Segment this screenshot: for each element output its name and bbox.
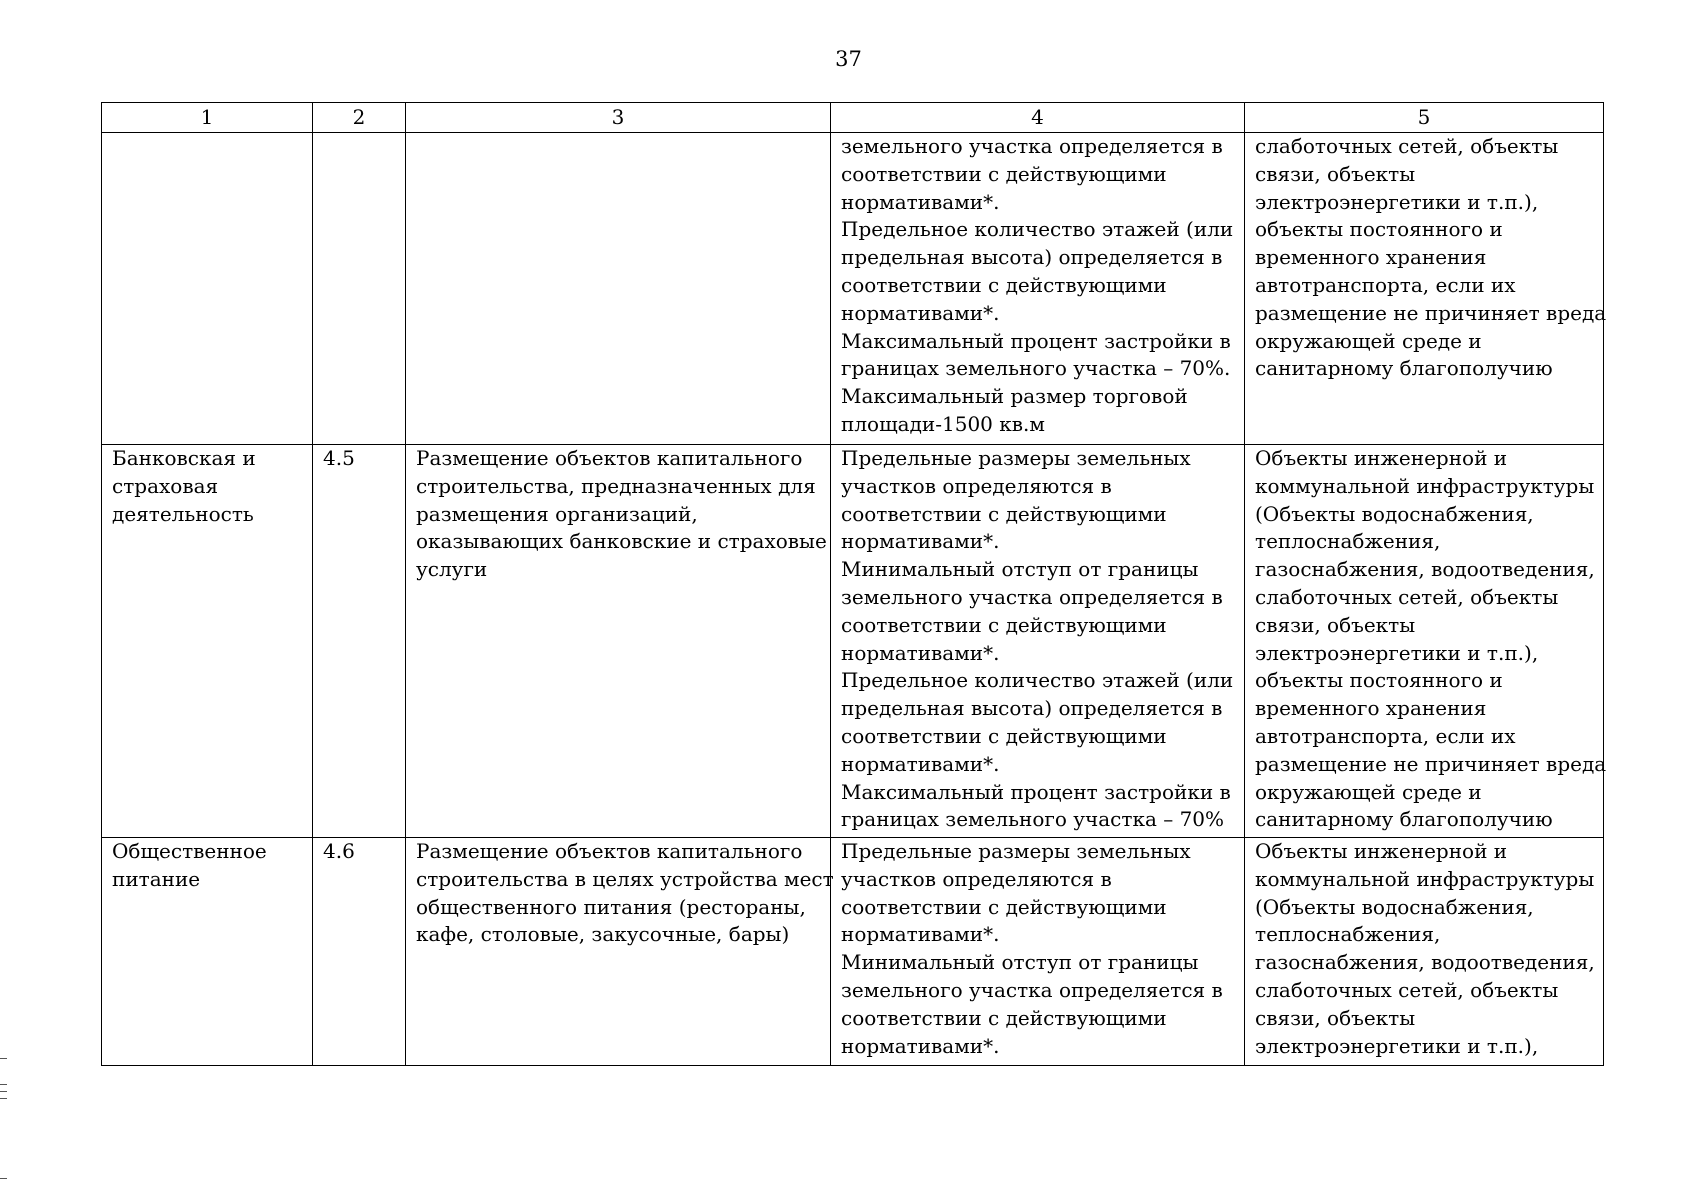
- parameters-line: Максимальный процент застройки в: [841, 779, 1231, 804]
- auxiliary-line: электроэнергетики и т.п.),: [1255, 1033, 1539, 1058]
- auxiliary-line: связи, объекты: [1255, 161, 1416, 186]
- parameters-line: нормативами*.: [841, 922, 1000, 947]
- use-type-description-cell: [406, 133, 831, 445]
- auxiliary-line: объекты постоянного и: [1255, 217, 1503, 242]
- description-line: кафе, столовые, закусочные, бары): [416, 922, 790, 947]
- use-type-code-cell: [313, 133, 406, 445]
- description-line: строительства в целях устройства мест: [416, 866, 834, 891]
- use-type-name-cell: [102, 838, 313, 1066]
- parameters-line: соответствии с действующими: [841, 1005, 1167, 1030]
- use-type-name-line: Общественное: [112, 839, 267, 863]
- use-type-description-cell: [406, 838, 834, 1066]
- scan-edge-mark: [0, 1058, 7, 1059]
- parameters-line: участков определяются в: [841, 866, 1112, 891]
- parameters-line: соответствии с действующими: [841, 723, 1167, 748]
- parameters-line: Предельное количество этажей (или: [841, 668, 1234, 693]
- parameters-line: нормативами*.: [841, 300, 1000, 325]
- auxiliary-line: размещение не причиняет вреда: [1255, 300, 1607, 325]
- use-type-description-cell: [406, 445, 831, 838]
- parameters-line: соответствии с действующими: [841, 161, 1167, 186]
- scan-edge-mark: [0, 1091, 7, 1092]
- auxiliary-line: слаботочных сетей, объекты: [1255, 977, 1559, 1002]
- parameters-line: границах земельного участка – 70%: [841, 807, 1225, 832]
- use-type-name-line: страховая: [112, 473, 219, 498]
- parameters-line: предельная высота) определяется в: [841, 245, 1223, 270]
- auxiliary-line: (Объекты водоснабжения,: [1255, 501, 1534, 526]
- parameters-line: Максимальный процент застройки в: [841, 328, 1231, 353]
- parameters-line: предельная высота) определяется в: [841, 696, 1223, 721]
- auxiliary-line: (Объекты водоснабжения,: [1255, 894, 1534, 919]
- column-header-3: 3: [406, 103, 831, 133]
- auxiliary-line: автотранспорта, если их: [1255, 272, 1516, 297]
- description-line: строительства, предназначенных для: [416, 473, 816, 498]
- auxiliary-line: теплоснабжения,: [1255, 922, 1441, 947]
- auxiliary-line: санитарному благополучию: [1255, 356, 1553, 381]
- parameters-line: земельного участка определяется в: [841, 584, 1223, 609]
- table-row-catering: [102, 838, 1604, 1066]
- parameters-line: нормативами*.: [841, 189, 1000, 214]
- auxiliary-line: санитарному благополучию: [1255, 807, 1553, 832]
- parameters-line: площади-1500 кв.м: [841, 411, 1045, 436]
- table-row-banking: [102, 445, 1604, 838]
- scan-edge-mark: [0, 1098, 7, 1099]
- auxiliary-line: Объекты инженерной и: [1255, 839, 1508, 863]
- auxiliary-line: окружающей среде и: [1255, 779, 1482, 804]
- auxiliary-line: газоснабжения, водоотведения,: [1255, 557, 1595, 582]
- auxiliary-line: слаботочных сетей, объекты: [1255, 134, 1559, 158]
- use-type-code-cell: 4.5: [313, 445, 406, 838]
- parameters-line: участков определяются в: [841, 473, 1112, 498]
- use-type-name-line: питание: [112, 866, 201, 891]
- table-row-continuation: [102, 133, 1604, 445]
- page-number: 37: [835, 47, 862, 71]
- column-header-2: 2: [313, 103, 406, 133]
- parameters-line: Предельные размеры земельных: [841, 839, 1191, 863]
- auxiliary-line: газоснабжения, водоотведения,: [1255, 950, 1595, 975]
- description-line: услуги: [416, 557, 488, 582]
- parameters-line: нормативами*.: [841, 1033, 1000, 1058]
- parameters-line: Минимальный отступ от границы: [841, 557, 1199, 582]
- parameters-line: соответствии с действующими: [841, 272, 1167, 297]
- auxiliary-line: временного хранения: [1255, 245, 1487, 270]
- auxiliary-line: слаботочных сетей, объекты: [1255, 584, 1559, 609]
- land-use-table: [101, 102, 1607, 1066]
- description-line: общественного питания (рестораны,: [416, 894, 806, 919]
- parameters-line: соответствии с действующими: [841, 501, 1167, 526]
- auxiliary-uses-cell: [1245, 838, 1604, 1066]
- scan-edge-mark: [0, 1084, 7, 1085]
- parameters-line: нормативами*.: [841, 751, 1000, 776]
- auxiliary-line: коммунальной инфраструктуры: [1255, 866, 1595, 891]
- use-type-name-cell: [102, 133, 313, 445]
- use-type-name-cell: [102, 445, 313, 838]
- auxiliary-line: теплоснабжения,: [1255, 529, 1441, 554]
- table-header-row: [102, 103, 1604, 133]
- parameters-line: земельного участка определяется в: [841, 977, 1223, 1002]
- auxiliary-line: автотранспорта, если их: [1255, 723, 1516, 748]
- column-header-5: 5: [1245, 103, 1604, 133]
- auxiliary-line: электроэнергетики и т.п.),: [1255, 640, 1539, 665]
- use-type-code-cell: 4.6: [313, 838, 406, 1066]
- description-line: Размещение объектов капитального: [416, 839, 803, 863]
- parameters-line: нормативами*.: [841, 640, 1000, 665]
- description-line: размещения организаций,: [416, 501, 698, 526]
- column-header-1: 1: [102, 103, 313, 133]
- auxiliary-line: размещение не причиняет вреда: [1255, 751, 1607, 776]
- parameters-line: Предельные размеры земельных: [841, 446, 1191, 470]
- column-header-4: 4: [831, 103, 1245, 133]
- parameters-line: соответствии с действующими: [841, 612, 1167, 637]
- parameters-cell: [831, 838, 1245, 1066]
- parameters-line: соответствии с действующими: [841, 894, 1167, 919]
- auxiliary-line: коммунальной инфраструктуры: [1255, 473, 1595, 498]
- auxiliary-line: окружающей среде и: [1255, 328, 1482, 353]
- parameters-cell: [831, 445, 1245, 838]
- auxiliary-line: связи, объекты: [1255, 612, 1416, 637]
- parameters-line: Предельное количество этажей (или: [841, 217, 1234, 242]
- parameters-line: нормативами*.: [841, 529, 1000, 554]
- parameters-line: Максимальный размер торговой: [841, 384, 1188, 409]
- parameters-cell: [831, 133, 1245, 445]
- parameters-line: Минимальный отступ от границы: [841, 950, 1199, 975]
- scan-edge-mark: [0, 1178, 7, 1179]
- parameters-line: земельного участка определяется в: [841, 134, 1223, 158]
- description-line: оказывающих банковские и страховые: [416, 529, 827, 554]
- auxiliary-line: связи, объекты: [1255, 1005, 1416, 1030]
- auxiliary-uses-cell: [1245, 133, 1607, 445]
- description-line: Размещение объектов капитального: [416, 446, 803, 470]
- auxiliary-line: объекты постоянного и: [1255, 668, 1503, 693]
- auxiliary-line: электроэнергетики и т.п.),: [1255, 189, 1539, 214]
- use-type-name-line: Банковская и: [112, 446, 256, 470]
- parameters-line: границах земельного участка – 70%.: [841, 356, 1231, 381]
- auxiliary-line: временного хранения: [1255, 696, 1487, 721]
- use-type-name-line: деятельность: [112, 501, 254, 526]
- auxiliary-uses-cell: [1245, 445, 1607, 838]
- auxiliary-line: Объекты инженерной и: [1255, 446, 1508, 470]
